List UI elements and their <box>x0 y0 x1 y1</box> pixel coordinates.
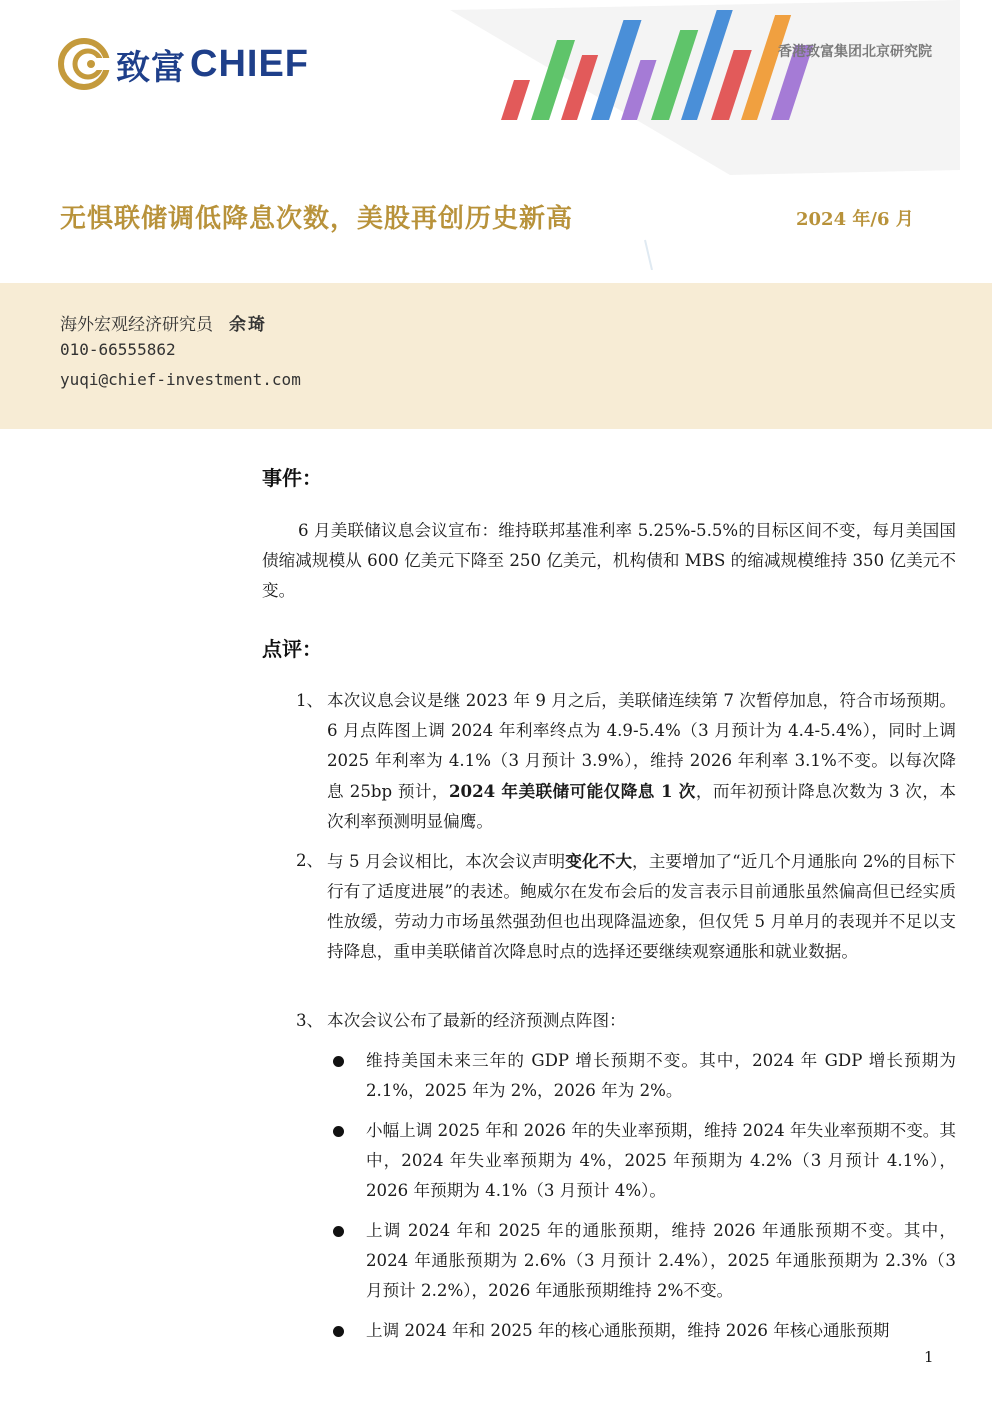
institute-name: 香港致富集团北京研究院 <box>778 44 932 60</box>
bullet-text: 维持美国未来三年的 GDP 增长预期不变。其中，2024 年 GDP 增长预期为 2.1%，2025 年为 2%，2026 年为 2%。 <box>366 1051 956 1100</box>
bullet-text: 小幅上调 2025 年和 2026 年的失业率预期，维持 2024 年失业率预期不变。其中，2024 年失业率预期为 4%，2025 年预期为 4.2%（3 月预计 4.1%），2026 年预期为 4.1%（3 月预计 4%）。 <box>366 1121 956 1200</box>
comment-item-1 <box>296 686 956 837</box>
forecast-bullet <box>333 1316 956 1346</box>
forecast-bullet <box>333 1046 956 1106</box>
event-paragraph: 6 月美联储议息会议宣布：维持联邦基准利率 5.25%-5.5%的目标区间不变，每月美国国债缩减规模从 600 亿美元下降至 250 亿美元，机构债和 MBS 的缩减规模维持 350 亿美元不变。 <box>262 521 956 600</box>
event-heading: 事件： <box>262 466 322 490</box>
item-text: 与 5 月会议相比，本次会议声明 <box>327 852 566 871</box>
author-role: 海外宏观经济研究员 <box>60 315 213 335</box>
author-role-line <box>60 310 267 335</box>
bullet-dot-icon <box>333 1226 344 1237</box>
bullet-dot-icon <box>333 1056 344 1067</box>
item-bold-text: 2024 年美联储可能仅降息 1 次 <box>448 781 696 801</box>
bullet-dot-icon <box>333 1326 344 1337</box>
comment-item-3 <box>296 1006 956 1036</box>
bullet-dot-icon <box>333 1126 344 1137</box>
item-bold-text: 变化不大 <box>565 851 633 871</box>
report-title: 无惧联储调低降息次数，美股再创历史新高 <box>60 204 574 234</box>
bullet-text: 上调 2024 年和 2025 年的通胀预期，维持 2026 年通胀预期不变。其中，2024 年通胀预期为 2.6%（3 月预计 2.4%），2025 年通胀预期为 2.3%（3 月预计 2.2%），2026 年通胀预期维持 2%不变。 <box>366 1221 956 1300</box>
logo-chinese-text: 致富 <box>116 47 186 88</box>
author-name: 余琦 <box>229 315 267 335</box>
author-info-band <box>0 283 992 429</box>
company-logo <box>58 38 309 90</box>
page-number: 1 <box>924 1348 934 1366</box>
comment-item-2 <box>296 846 956 967</box>
item-text: ，而年初预计降息次数为 3 次，本次利率预测明显偏鹰。 <box>327 782 956 831</box>
logo-english-text: CHIEF <box>190 42 309 85</box>
item-text: ，主要增加了“近几个月通胀向 2%的目标下行有了适度进展”的表述。鲍威尔在发布会后的发言表示目前通胀虽然偏高但已经实质性放缓，劳动力市场虽然强劲但也出现降温迹象，但仅凭 5 月单月的表现并不足以支持降息，重申美联储首次降息时点的选择还要继续观察通胀和就业数据。 <box>327 852 956 961</box>
item-text: 本次议息会议是继 2023 年 9 月之后，美联储连续第 7 次暂停加息，符合市场预期。6 月点阵图上调 2024 年利率终点为 4.9-5.4%（3 月预计为 4.4-5.4%），同时上调 2025 年利率为 4.1%（3 月预计 3.9%），维持 2026 年利率 3.1%不变。以每次降息 25bp 预计， <box>327 691 956 801</box>
item-number: 1、 <box>296 691 324 710</box>
chief-logo-icon <box>58 38 110 90</box>
comment-heading: 点评： <box>262 637 322 661</box>
item-text: 本次会议公布了最新的经济预测点阵图： <box>327 1011 626 1030</box>
author-email[interactable]: yuqi@chief-investment.com <box>60 370 301 389</box>
report-header <box>0 0 992 283</box>
report-date: 2024 年/6 月 <box>796 209 914 230</box>
bullet-text: 上调 2024 年和 2025 年的核心通胀预期，维持 2026 年核心通胀预期 <box>366 1321 890 1340</box>
author-phone: 010-66555862 <box>60 340 176 359</box>
forecast-bullet <box>333 1216 956 1306</box>
item-number: 2、 <box>296 851 324 870</box>
forecast-bullet <box>333 1116 956 1206</box>
item-number: 3、 <box>296 1011 324 1030</box>
